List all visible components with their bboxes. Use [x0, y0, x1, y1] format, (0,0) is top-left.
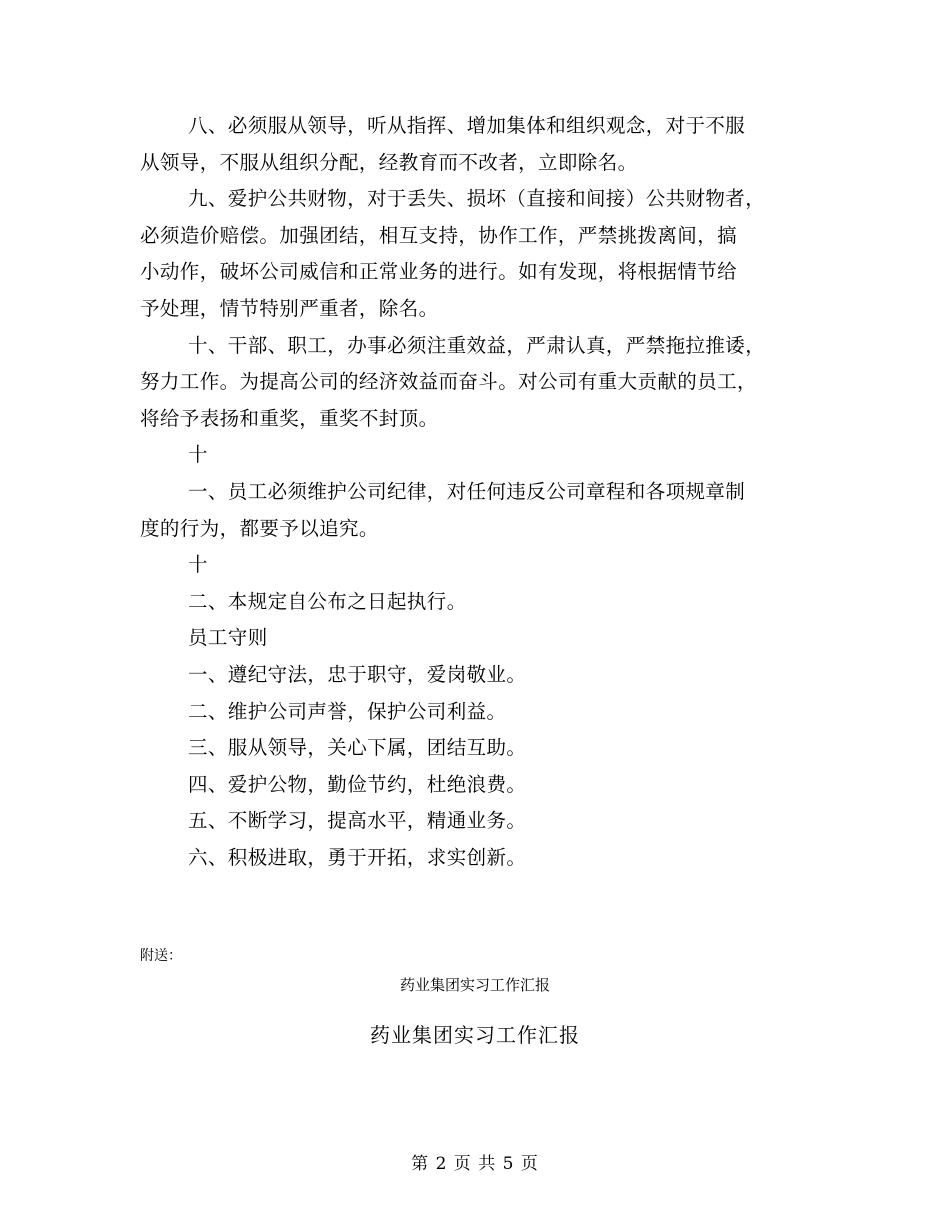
text-line: 一、员工必须维护公司纪律，对任何违反公司章程和各项规章制: [188, 479, 746, 503]
section-heading: 员工守则: [188, 626, 268, 650]
text-line: 努力工作。为提高公司的经济效益而奋斗。对公司有重大贡献的员工，: [140, 370, 757, 394]
text-line: 六、积极进取，勇于开拓，求实创新。: [188, 845, 527, 869]
text-line: 二、本规定自公布之日起执行。: [188, 589, 467, 613]
text-line: 十: [188, 553, 208, 577]
appendix-label: 附送：: [140, 948, 182, 964]
text-line: 小动作，破坏公司威信和正常业务的进行。如有发现，将根据情节给: [140, 260, 738, 284]
text-line: 从领导，不服从组织分配，经教育而不改者，立即除名。: [140, 150, 638, 174]
appendix-small-title: 药业集团实习工作汇报: [399, 976, 550, 994]
text-line: 九、爱护公共财物，对于丢失、损坏（直接和间接）公共财物者，: [188, 187, 766, 211]
text-line: 四、爱护公物，勤俭节约，杜绝浪费。: [188, 772, 527, 796]
text-line: 八、必须服从领导，听从指挥、增加集体和组织观念，对于不服: [188, 114, 746, 137]
text-line: 一、遵纪守法，忠于职守，爱岗敬业。: [188, 662, 527, 686]
text-line: 二、维护公司声誉，保护公司利益。: [188, 699, 507, 723]
text-line: 十、干部、职工，办事必须注重效益，严肃认真，严禁拖拉推诿，: [188, 333, 766, 357]
text-line: 十: [188, 443, 208, 467]
text-line: 度的行为，都要予以追究。: [140, 516, 379, 540]
appendix-title: 药业集团实习工作汇报: [370, 1023, 580, 1047]
page-footer: 第 2 页 共 5 页: [411, 1154, 539, 1174]
text-line: 必须造价赔偿。加强团结，相互支持，协作工作，严禁挑拨离间，搞: [140, 223, 738, 247]
text-line: 将给予表扬和重奖，重奖不封顶。: [140, 406, 439, 430]
text-line: 予处理，情节特别严重者，除名。: [140, 296, 439, 320]
body-text: [140, 108, 808, 876]
text-line: 三、服从领导，关心下属，团结互助。: [188, 736, 527, 760]
text-line: 五、不断学习，提高水平，精通业务。: [188, 809, 527, 833]
